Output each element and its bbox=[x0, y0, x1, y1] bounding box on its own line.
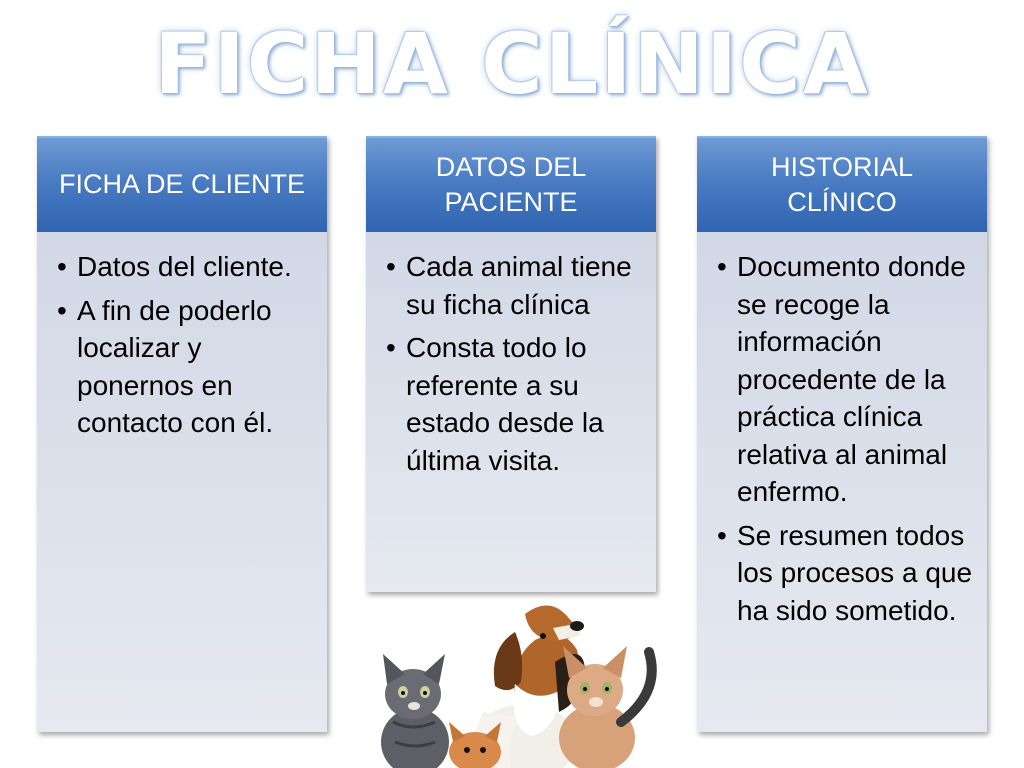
bullet-list bbox=[37, 232, 327, 442]
card-heading: DATOS DEL PACIENTE bbox=[366, 136, 656, 232]
bullet-item: • Se resumen todos los procesos a que ha sido sometido. bbox=[717, 517, 973, 630]
card-heading: FICHA DE CLIENTE bbox=[37, 136, 327, 232]
kitten-bottom bbox=[449, 722, 501, 768]
card-ficha-de-cliente bbox=[37, 136, 327, 732]
card-body bbox=[697, 232, 987, 732]
bullet-item: • Documento donde se recoge la información procedente de la práctica clínica relativa al animal enfermo. bbox=[717, 248, 973, 511]
card-body bbox=[366, 232, 656, 592]
card-heading: HISTORIAL CLÍNICO bbox=[697, 136, 987, 232]
bullet-item: • A fin de poderlo localizar y ponernos en contacto con él. bbox=[57, 292, 313, 442]
bullet-list bbox=[366, 232, 656, 479]
kitten-left bbox=[381, 654, 449, 768]
bullet-item: • Consta todo lo referente a su estado desde la última visita. bbox=[386, 329, 642, 479]
bullet-list bbox=[697, 232, 987, 629]
puppy-and-kittens-illustration bbox=[365, 592, 657, 768]
page-title: FICHA CLÍNICA bbox=[154, 15, 870, 113]
bullet-item: • Cada animal tiene su ficha clínica bbox=[386, 248, 642, 323]
card-historial-clinico bbox=[697, 136, 987, 732]
card-body bbox=[37, 232, 327, 732]
bullet-item: • Datos del cliente. bbox=[57, 248, 313, 286]
kitten-right bbox=[559, 646, 652, 768]
card-datos-del-paciente bbox=[366, 136, 656, 592]
